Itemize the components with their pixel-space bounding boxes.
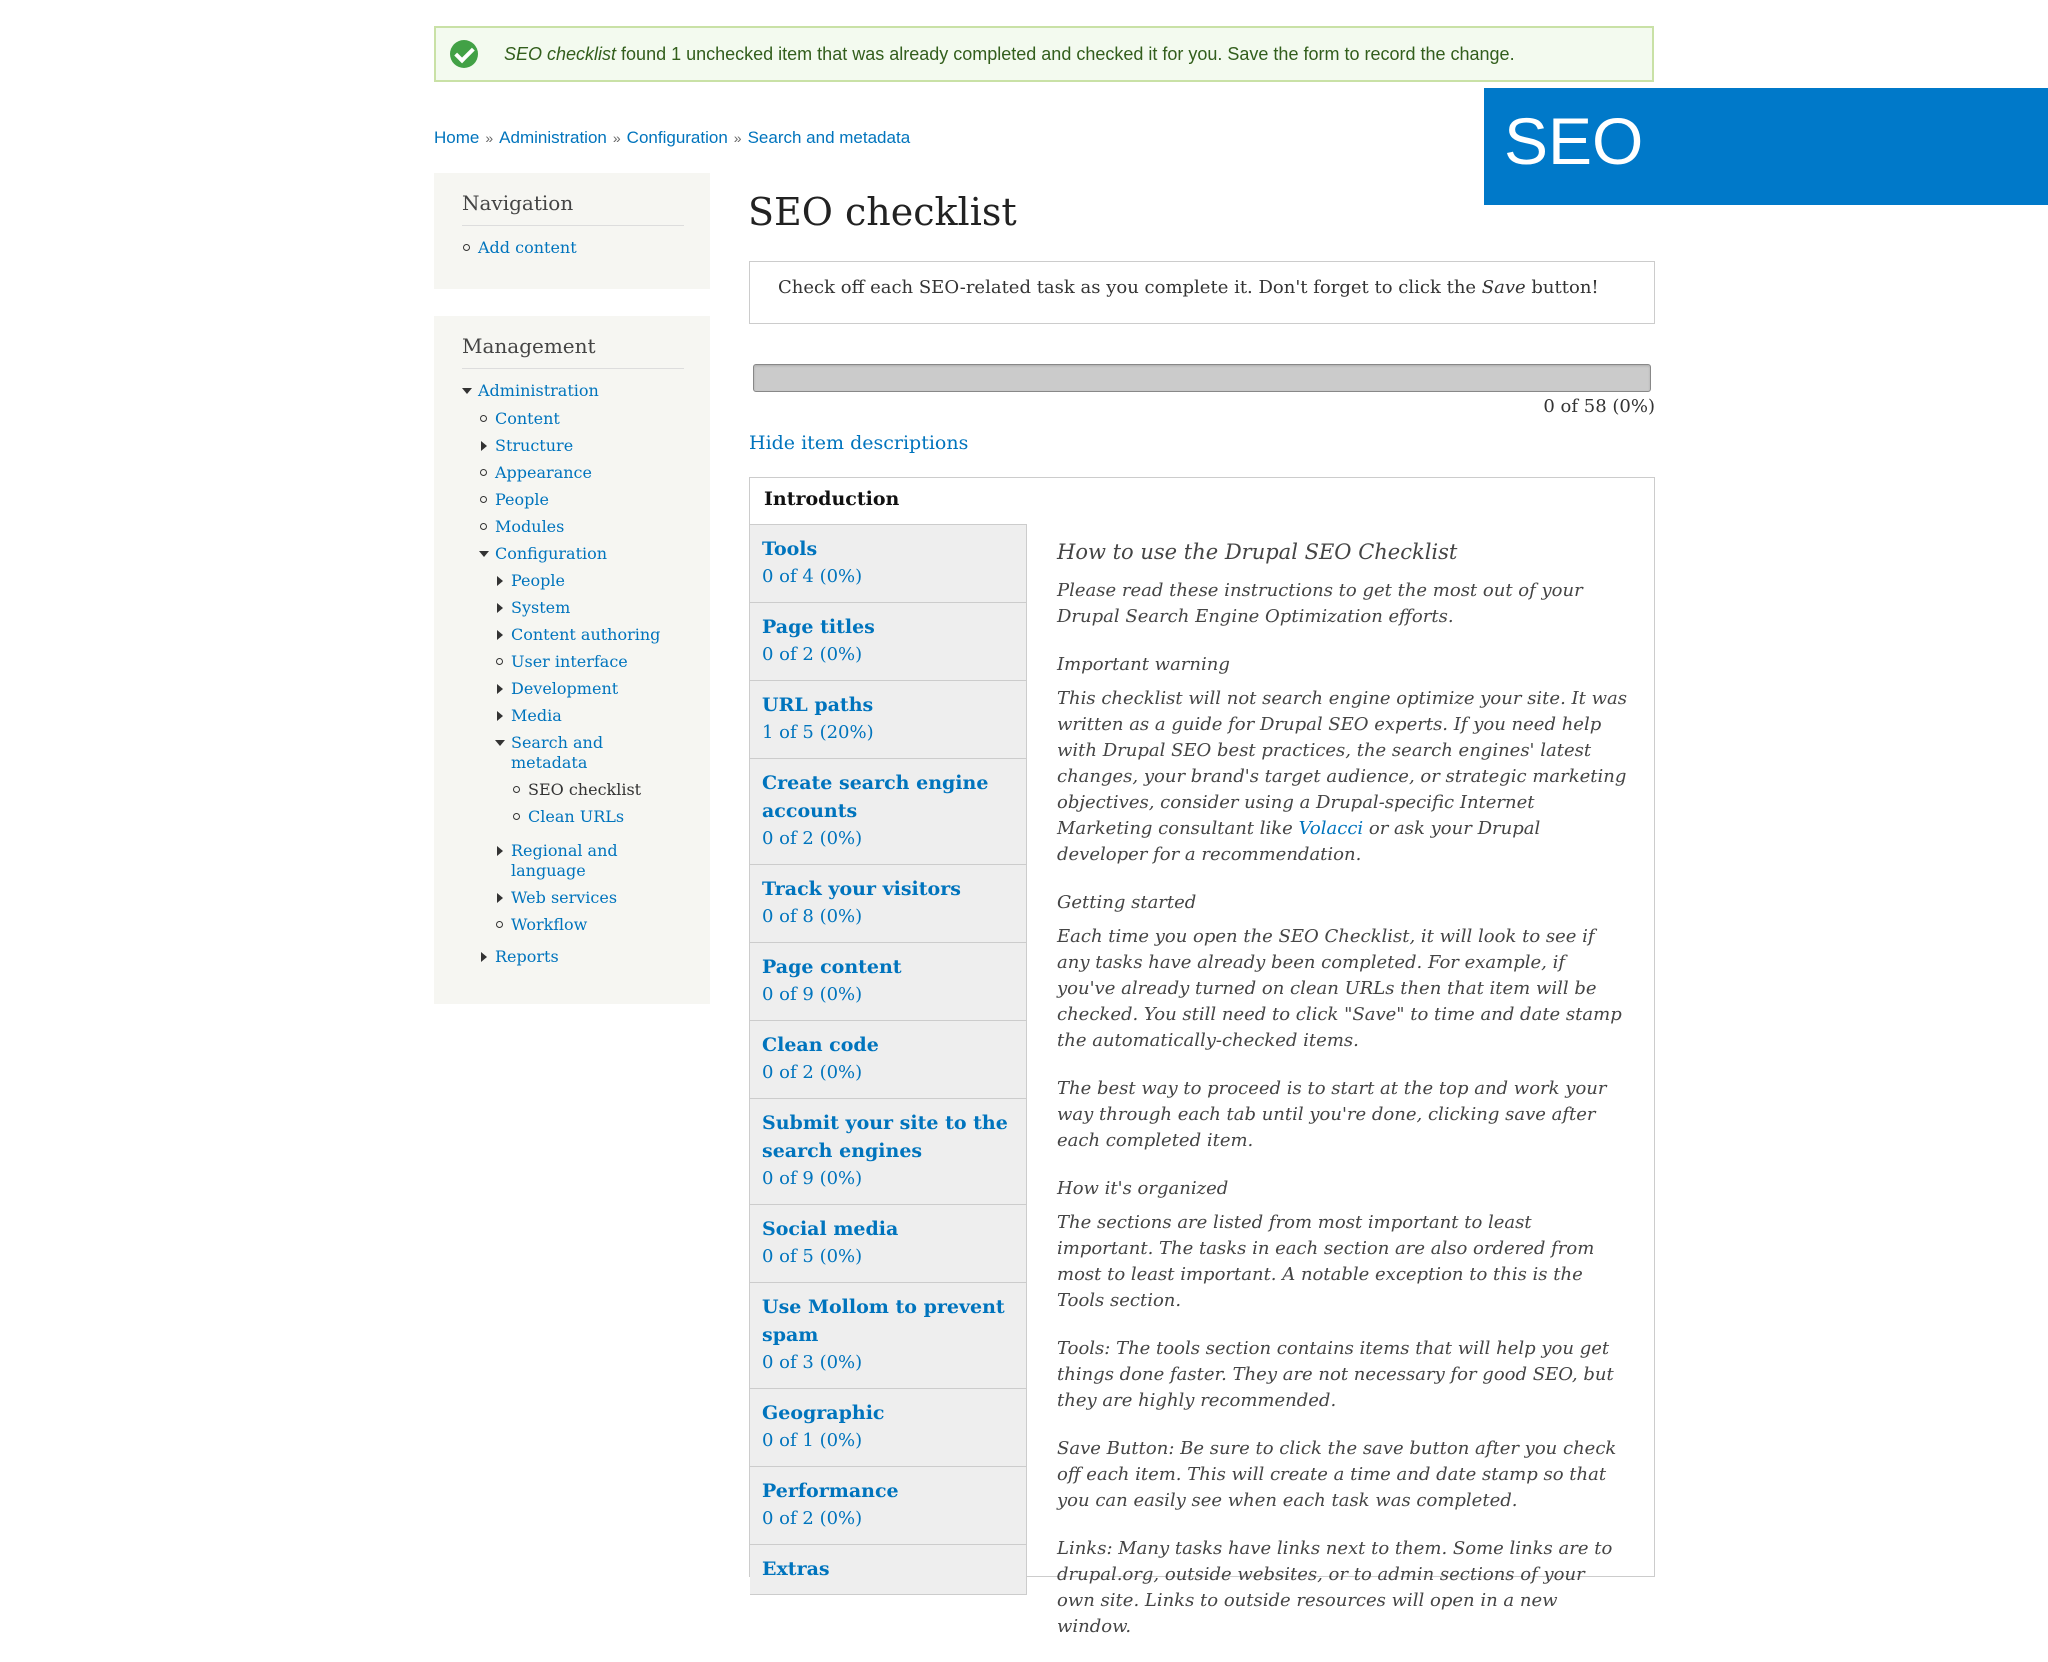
search-metadata-link[interactable] [511, 733, 603, 772]
vtab-summary: 0 of 4 (0%) [762, 566, 863, 587]
vtab-item[interactable] [750, 681, 1026, 759]
user-interface-link[interactable]: User interface [511, 652, 628, 671]
proceed-text: The best way to proceed is to start at the top and work your way through each tab until you're done, clicking save after each completed item. [1057, 1078, 1607, 1151]
management-title: Management [462, 334, 684, 369]
reports-link[interactable]: Reports [495, 947, 559, 966]
warning-text [1057, 686, 1627, 868]
help-save-emphasis: Save [1481, 277, 1526, 298]
vtab-summary: 0 of 5 (0%) [762, 1246, 863, 1267]
progress-bar [753, 364, 1651, 392]
check-circle-icon [450, 40, 478, 68]
menu-item-regional-language [511, 841, 684, 881]
search-metadata-line2: metadata [511, 753, 588, 772]
warning-before: This checklist will not search engine optimize your site. It was written as a guide for Drupal SEO experts. If you need help with Drupal SEO best practices, the search engines' latest changes, your brand's target audience, or strategic marketing objectives, consider using a Drupal-specific Internet Marketing consultant like [1057, 688, 1627, 839]
vtab-summary: 1 of 5 (20%) [762, 722, 874, 743]
regional-line2: language [511, 861, 586, 880]
regional-line1: Regional and [511, 841, 618, 860]
menu-item-development [511, 679, 684, 699]
menu-item-content-authoring [511, 625, 684, 645]
page-title: SEO checklist [748, 190, 1017, 234]
menu-item-administration [478, 381, 684, 967]
help-before: Check off each SEO-related task as you complete it. Don't forget to click the [778, 277, 1482, 298]
hide-descriptions-link[interactable]: Hide item descriptions [749, 432, 969, 454]
configuration-link[interactable]: Configuration [495, 544, 608, 563]
search-metadata-submenu [511, 780, 684, 827]
menu-item-add-content [478, 238, 684, 258]
add-content-link[interactable]: Add content [478, 238, 577, 257]
vtab-item[interactable] [750, 1467, 1026, 1545]
vtab-title[interactable]: Clean code [762, 1034, 879, 1056]
organized-title: How it's organized [1057, 1178, 1229, 1199]
vtab-summary: 0 of 8 (0%) [762, 906, 863, 927]
vtab-summary: 0 of 2 (0%) [762, 644, 863, 665]
vtab-title[interactable]: Social media [762, 1218, 899, 1240]
vtab-list [750, 524, 1027, 1595]
tools-text: Tools: The tools section contains items that will help you get things done faster. They are not necessary for good SEO, but they are highly recommended. [1057, 1338, 1614, 1411]
vtab-title[interactable]: Track your visitors [762, 878, 961, 900]
panel-heading: How to use the Drupal SEO Checklist [1057, 540, 1458, 564]
workflow-link[interactable]: Workflow [511, 915, 588, 934]
structure-link[interactable]: Structure [495, 436, 574, 455]
vtab-item[interactable] [750, 1283, 1026, 1389]
warning-title: Important warning [1057, 654, 1230, 675]
breadcrumb-separator: » [612, 130, 621, 146]
vtab-summary: 0 of 9 (0%) [762, 1168, 863, 1189]
status-emphasis: SEO checklist [504, 43, 617, 64]
management-block [434, 316, 710, 1004]
vtab-item[interactable] [750, 865, 1026, 943]
vtab-item[interactable] [750, 759, 1026, 865]
breadcrumb-search-metadata[interactable]: Search and metadata [747, 128, 911, 147]
config-people-link[interactable]: People [511, 571, 565, 590]
introduction-panel [1057, 538, 1627, 1662]
administration-submenu [478, 409, 684, 967]
menu-item-configuration [495, 544, 684, 935]
breadcrumb-separator: » [733, 130, 742, 146]
getting-started-title: Getting started [1057, 892, 1197, 913]
menu-item-people [495, 490, 684, 510]
vtab-summary: 0 of 1 (0%) [762, 1430, 863, 1451]
navigation-block [434, 173, 710, 289]
modules-link[interactable]: Modules [495, 517, 565, 536]
vtab-item[interactable] [750, 1389, 1026, 1467]
menu-item-content [495, 409, 684, 429]
development-link[interactable]: Development [511, 679, 619, 698]
vtab-summary: 0 of 3 (0%) [762, 1352, 863, 1373]
help-text [749, 261, 1655, 324]
vtab-title[interactable]: Use Mollom to prevent spam [762, 1296, 1005, 1346]
vtab-title[interactable]: Performance [762, 1480, 899, 1502]
menu-item-workflow [511, 915, 684, 935]
breadcrumb-home[interactable]: Home [434, 128, 480, 147]
vtab-item[interactable] [750, 1021, 1026, 1099]
breadcrumb-configuration[interactable]: Configuration [626, 128, 728, 147]
menu-item-seo-checklist [528, 780, 684, 800]
vertical-tabs [749, 477, 1655, 1637]
progress-text: 0 of 58 (0%) [1543, 396, 1655, 417]
navigation-menu [462, 238, 684, 258]
people-link[interactable]: People [495, 490, 549, 509]
regional-language-link[interactable] [511, 841, 618, 880]
vtab-item[interactable] [750, 1205, 1026, 1283]
content-authoring-link[interactable]: Content authoring [511, 625, 661, 644]
status-text [504, 44, 1515, 65]
menu-item-appearance [495, 463, 684, 483]
save-text: Save Button: Be sure to click the save button after you check off each item. This will create a time and date stamp so that you can easily see when each task was completed. [1057, 1438, 1617, 1511]
menu-item-user-interface [511, 652, 684, 672]
configuration-submenu [495, 571, 684, 935]
seo-banner: SEO [1484, 88, 2048, 205]
vtab-title[interactable]: Create search engine accounts [762, 772, 989, 822]
menu-item-media [511, 706, 684, 726]
system-link[interactable]: System [511, 598, 571, 617]
menu-item-structure [495, 436, 684, 456]
getting-started-text: Each time you open the SEO Checklist, it will look to see if any tasks have already been completed. For example, if you've already turned on clean URLs then that item will be checked. You still need to click "Save" to time and date stamp the automatically-checked items. [1057, 926, 1622, 1051]
vtab-item[interactable] [750, 1545, 1026, 1595]
breadcrumb-administration[interactable]: Administration [499, 128, 607, 147]
vtab-summary: 0 of 2 (0%) [762, 828, 863, 849]
vtab-heading: Introduction [764, 488, 900, 510]
menu-item-clean-urls [528, 807, 684, 827]
seo-checklist-link[interactable]: SEO checklist [528, 780, 642, 799]
status-message [434, 26, 1654, 82]
vtab-item[interactable] [750, 943, 1026, 1021]
administration-link[interactable]: Administration [478, 381, 599, 400]
vtab-item[interactable] [750, 525, 1026, 603]
clean-urls-link[interactable]: Clean URLs [528, 807, 625, 826]
menu-item-system [511, 598, 684, 618]
vtab-title[interactable]: URL paths [762, 694, 874, 716]
breadcrumb-separator: » [485, 130, 494, 146]
breadcrumb [434, 128, 910, 148]
menu-item-modules [495, 517, 684, 537]
appearance-link[interactable]: Appearance [495, 463, 592, 482]
vtab-item[interactable] [750, 603, 1026, 681]
help-after: button! [1525, 277, 1599, 298]
links-text: Links: Many tasks have links next to them. Some links are to drupal.org, outside websites, or to admin sections of your own site. Links to outside resources will open in a new window. [1057, 1538, 1613, 1637]
web-services-link[interactable]: Web services [511, 888, 618, 907]
vtab-title[interactable]: Submit your site to the search engines [762, 1112, 1008, 1162]
status-body: found 1 unchecked item that was already completed and checked it for you. Save the form to record the change. [616, 43, 1515, 64]
vtab-title[interactable]: Tools [762, 538, 818, 560]
vtab-title[interactable]: Page titles [762, 616, 875, 638]
panel-intro: Please read these instructions to get the most out of your Drupal Search Engine Optimization efforts. [1057, 580, 1583, 627]
navigation-title: Navigation [462, 191, 684, 226]
menu-item-reports [495, 947, 684, 967]
vtab-summary: 0 of 2 (0%) [762, 1508, 863, 1529]
vtab-title[interactable]: Page content [762, 956, 902, 978]
content-link[interactable]: Content [495, 409, 560, 428]
warning-after: or ask your Drupal developer for a recommendation. [1057, 818, 1541, 865]
menu-item-search-metadata [511, 733, 684, 827]
media-link[interactable]: Media [511, 706, 562, 725]
volacci-link[interactable]: Volacci [1298, 818, 1364, 839]
management-menu [462, 381, 684, 967]
menu-item-web-services [511, 888, 684, 908]
search-metadata-line1: Search and [511, 733, 604, 752]
vtab-summary: 0 of 2 (0%) [762, 1062, 863, 1083]
vtab-item[interactable] [750, 1099, 1026, 1205]
vtab-summary: 0 of 9 (0%) [762, 984, 863, 1005]
menu-item-config-people [511, 571, 684, 591]
vtab-title[interactable]: Extras [762, 1558, 830, 1580]
vtab-title[interactable]: Geographic [762, 1402, 885, 1424]
organized-text: The sections are listed from most important to least important. The tasks in each section are also ordered from most to least important. A notable exception to this is the Tools section. [1057, 1212, 1595, 1311]
